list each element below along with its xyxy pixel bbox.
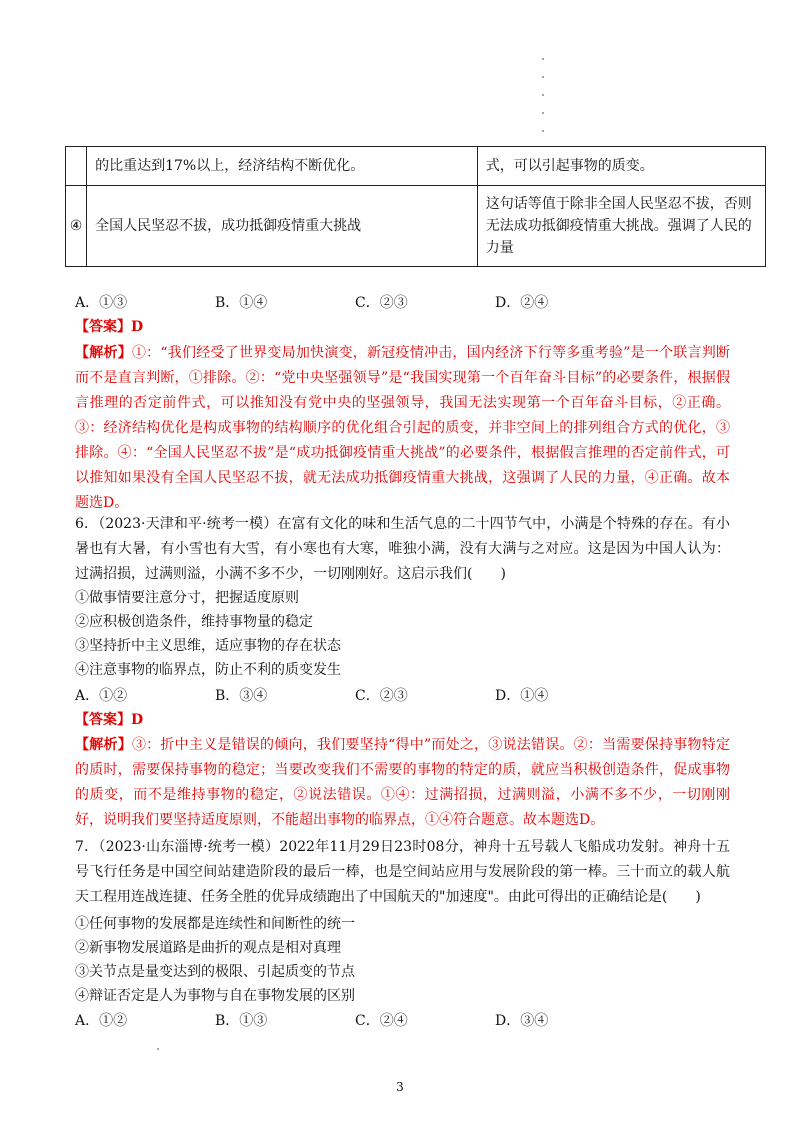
q7-item-1: ①任何事物的发展都是连续性和间断性的统一: [75, 916, 355, 932]
option-c[interactable]: C．②③: [355, 295, 408, 311]
table-cell-analysis: 式，可以引起事物的质变。: [477, 147, 765, 186]
analysis-text: ③：折中主义是错误的倾向，我们要坚持“得中”而处之，③说法错误。②：当需要保持事物特定的质时，需要保持事物的稳定；当要改变我们不需要的事物的特定的质，就应当积极创造条件，促成事物的质变，而不是维持事物的稳定，②说法错误。①④：过满招损，过满则溢，小满不多不少，一切刚刚好，说明我们要坚持适度原则，不能超出事物的临界点，①④符合题意。故本题选D。: [75, 737, 731, 828]
option-c[interactable]: C．②③: [355, 688, 408, 704]
table-cell-num: ④: [66, 186, 87, 267]
q6-item-1: ①做事情要注意分寸，把握适度原则: [75, 590, 299, 606]
table-row: [66, 186, 766, 267]
q5-answer: 【答案】D: [75, 319, 144, 335]
q6-item-3: ③坚持折中主义思维，适应事物的存在状态: [75, 638, 341, 654]
q6-options: [75, 685, 635, 705]
q7-item-3: ③关节点是量变达到的极限、引起质变的节点: [75, 964, 355, 980]
table-cell-analysis: 这句话等值于除非全国人民坚忍不拔，否则无法成功抵御疫情重大挑战。强调了人民的力量: [477, 186, 765, 267]
option-b[interactable]: B．①④: [215, 295, 268, 311]
table-cell-statement: 全国人民坚忍不拔，成功抵御疫情重大挑战: [87, 186, 478, 267]
option-d[interactable]: D．①④: [495, 688, 549, 704]
analysis-tag: 【解析】: [75, 737, 132, 753]
q6-stem: 6．（2023·天津和平·统考一模）在富有文化的味和生活气息的二十四节气中，小满是个特殊的存在。有小暑也有大暑，有小雪也有大雪，有小寒也有大寒，唯独小满，没有大满与之对应。这是因为中国人认为：过满招损，过满则溢，小满不多不少，一切刚刚好。这启示我们( ): [75, 516, 730, 582]
analysis-text: ①：“我们经受了世界变局加快演变，新冠疫情冲击，国内经济下行等多重考验”是一个联言判断而不是直言判断，①排除。②：“党中央坚强领导”是“我国实现第一个百年奋斗目标”的必要条件，根据假言推理的否定前件式，可以推知没有党中央的坚强领导，我国无法实现第一个百年奋斗目标，②正确。③：经济结构优化是构成事物的结构顺序的优化组合引起的质变，并非空间上的排列组合方式的优化，③排除。④：“全国人民坚忍不拔”是“成功抵御疫情重大挑战”的必要条件，根据假言推理的否定前件式，可以推知如果没有全国人民坚忍不拔，就无法成功抵御疫情重大挑战，这强调了人民的力量，④正确。故本题选D。: [75, 345, 731, 511]
page-number: 3: [396, 1080, 404, 1094]
scan-mark: [157, 1048, 159, 1050]
table-row: [66, 147, 766, 186]
option-b[interactable]: B．③④: [215, 688, 268, 704]
question-table: [65, 146, 766, 267]
option-a[interactable]: A．①③: [75, 295, 128, 311]
option-d[interactable]: D．③④: [495, 1013, 549, 1029]
option-b[interactable]: B．①③: [215, 1013, 268, 1029]
option-a[interactable]: A．①②: [75, 1013, 128, 1029]
table-cell-statement: 的比重达到17%以上，经济结构不断优化。: [87, 147, 478, 186]
table-cell-num: [66, 147, 87, 186]
q5-options: [75, 292, 635, 312]
q7-stem: 7．（2023·山东淄博·统考一模）2022年11月29日23时08分，神舟十五号载人飞船成功发射。神舟十五号飞行任务是中国空间站建造阶段的最后一棒，也是空间站应用与发展阶段的第一棒。三十而立的载人航天工程用连战连捷、任务全胜的优异成绩跑出了中国航天的"加速度"。由此可得出的正确结论是( ): [75, 839, 730, 905]
q6-analysis: [75, 733, 730, 833]
option-d[interactable]: D．②④: [495, 295, 549, 311]
q7-options: [75, 1010, 635, 1030]
q6-answer: 【答案】D: [75, 712, 144, 728]
q6-item-2: ②应积极创造条件，维持事物量的稳定: [75, 614, 313, 630]
q5-analysis: [75, 341, 730, 516]
option-c[interactable]: C．②④: [355, 1013, 408, 1029]
analysis-tag: 【解析】: [75, 345, 132, 361]
q7-item-2: ②新事物发展道路是曲折的观点是相对真理: [75, 940, 341, 956]
option-a[interactable]: A．①②: [75, 688, 128, 704]
margin-dots: [542, 58, 548, 148]
q6-item-4: ④注意事物的临界点，防止不利的质变发生: [75, 662, 341, 678]
q7-item-4: ④辩证否定是人为事物与自在事物发展的区别: [75, 988, 355, 1004]
